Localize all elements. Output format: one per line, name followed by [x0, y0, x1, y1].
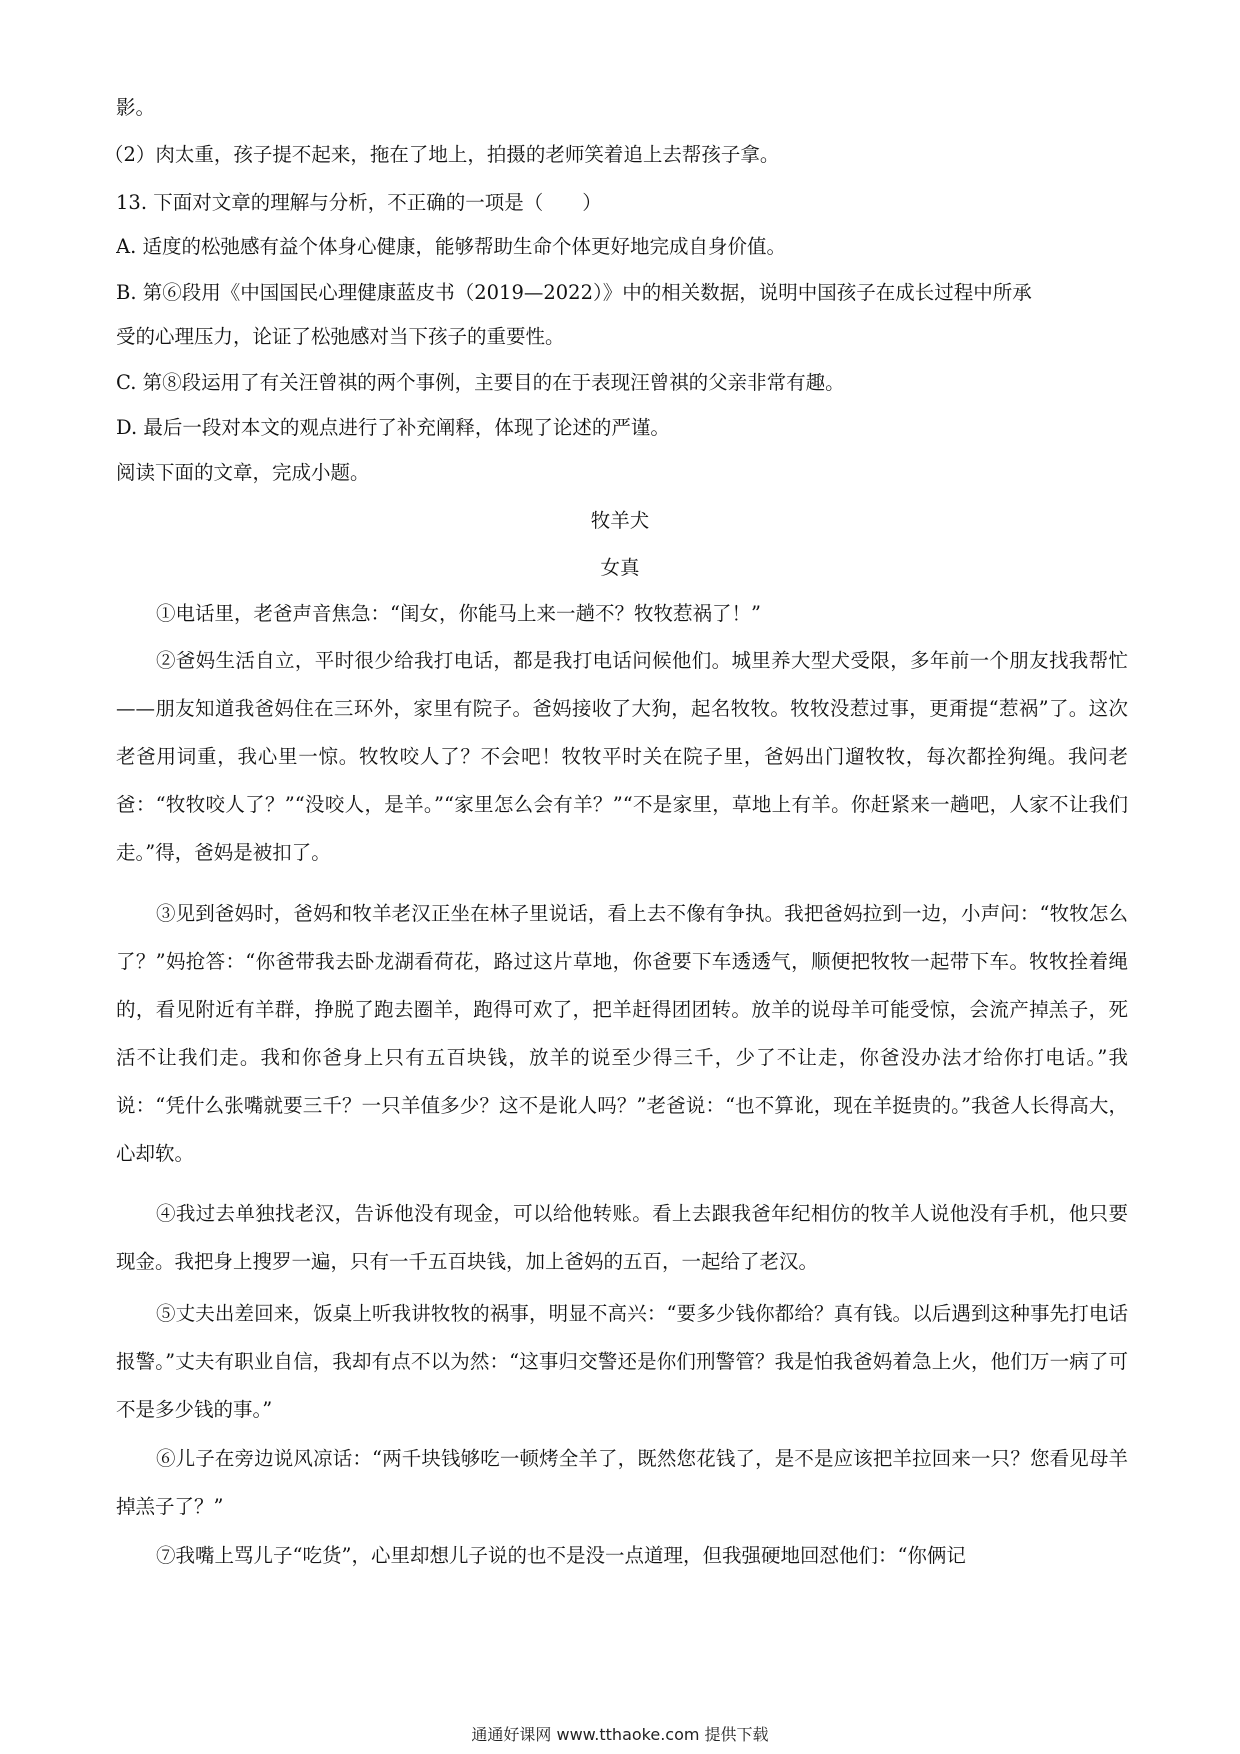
article-paragraph-3: ③见到爸妈时，爸妈和牧羊老汉正坐在林子里说话，看上去不像有争执。我把爸妈拉到一边，小声问：“牧牧怎么了？”妈抢答：“你爸带我去卧龙湖看荷花，路过这片草地，你爸要下车透透气，顺便把牧牧一起带下车。牧牧拴着绳的，看见附近有羊群，挣脱了跑去圈羊，跑得可欢了，把羊赶得团团转。放羊的说母羊可能受惊，会流产掉羔子，死活不让我们走。我和你爸身上只有五百块钱，放羊的说至少得三千，少了不让走，你爸没办法才给你打电话。”我说：“凭什么张嘴就要三千？一只羊值多少？这不是讹人吗？”老爸说：“也不算讹，现在羊挺贵的。”我爸人长得高大，心却软。: [116, 902, 1128, 1165]
article-paragraph-4: ④我过去单独找老汉，告诉他没有现金，可以给他转账。看上去跟我爸年纪相仿的牧羊人说他没有手机，他只要现金。我把身上搜罗一遍，只有一千五百块钱，加上爸妈的五百，一起给了老汉。: [116, 1202, 1128, 1273]
question-13-option-b-cont: 受的心理压力，论证了松弛感对当下孩子的重要性。: [116, 325, 565, 348]
question-13-option-d: D. 最后一段对本文的观点进行了补充阐释，体现了论述的严谨。: [116, 416, 670, 439]
article-paragraph-2: ②爸妈生活自立，平时很少给我打电话，都是我打电话问候他们。城里养大型犬受限，多年前一个朋友找我帮忙——朋友知道我爸妈住在三环外，家里有院子。爸妈接收了大狗，起名牧牧。牧牧没惹过事，更甭提“惹祸”了。这次老爸用词重，我心里一惊。牧牧咬人了？不会吧！牧牧平时关在院子里，爸妈出门遛牧牧，每次都拴狗绳。我问老爸：“牧牧咬人了？”“没咬人，是羊。”“家里怎么会有羊？”“不是家里，草地上有羊。你赶紧来一趟吧，人家不让我们走。”得，爸妈是被扣了。: [116, 649, 1128, 864]
article-paragraph-5: ⑤丈夫出差回来，饭桌上听我讲牧牧的祸事，明显不高兴：“要多少钱你都给？真有钱。以后遇到这种事先打电话报警。”丈夫有职业自信，我却有点不以为然：“这事归交警还是你们刑警管？我是怕我爸妈着急上火，他们万一病了可不是多少钱的事。”: [116, 1302, 1128, 1421]
article-author: 女真: [600, 556, 640, 579]
article-paragraph-7: ⑦我嘴上骂儿子“吃货”，心里却想儿子说的也不是没一点道理，但我强硬地回怼他们：“你俩记: [156, 1544, 966, 1567]
article-paragraph-6: ⑥儿子在旁边说风凉话：“两千块钱够吃一顿烤全羊了，既然您花钱了，是不是应该把羊拉回来一只？您看见母羊掉羔子了？”: [116, 1447, 1128, 1518]
article-title: 牧羊犬: [590, 509, 650, 532]
question-13-option-a: A. 适度的松弛感有益个体身心健康，能够帮助生命个体更好地完成自身价值。: [116, 235, 786, 258]
page-footer: 通通好课网 www.tthaoke.com 提供下载: [471, 1725, 769, 1744]
article-paragraph-1: ①电话里，老爸声音焦急：“闺女，你能马上来一趟不？牧牧惹祸了！”: [156, 602, 761, 625]
question-13-option-c: C. 第⑧段运用了有关汪曾祺的两个事例，主要目的在于表现汪曾祺的父亲非常有趣。: [116, 371, 845, 394]
reading-instruction: 阅读下面的文章，完成小题。: [116, 461, 370, 484]
question-13-stem: 13. 下面对文章的理解与分析，不正确的一项是（ ）: [116, 191, 602, 214]
question-13-option-b: B. 第⑥段用《中国国民心理健康蓝皮书（2019—2022）》中的相关数据，说明中国孩子在成长过程中所承: [116, 281, 1032, 304]
continued-text-line: 影。: [116, 96, 156, 119]
question-12-item-2: （2）肉太重，孩子提不起来，拖在了地上，拍摄的老师笑着追上去帮孩子拿。: [104, 143, 780, 166]
